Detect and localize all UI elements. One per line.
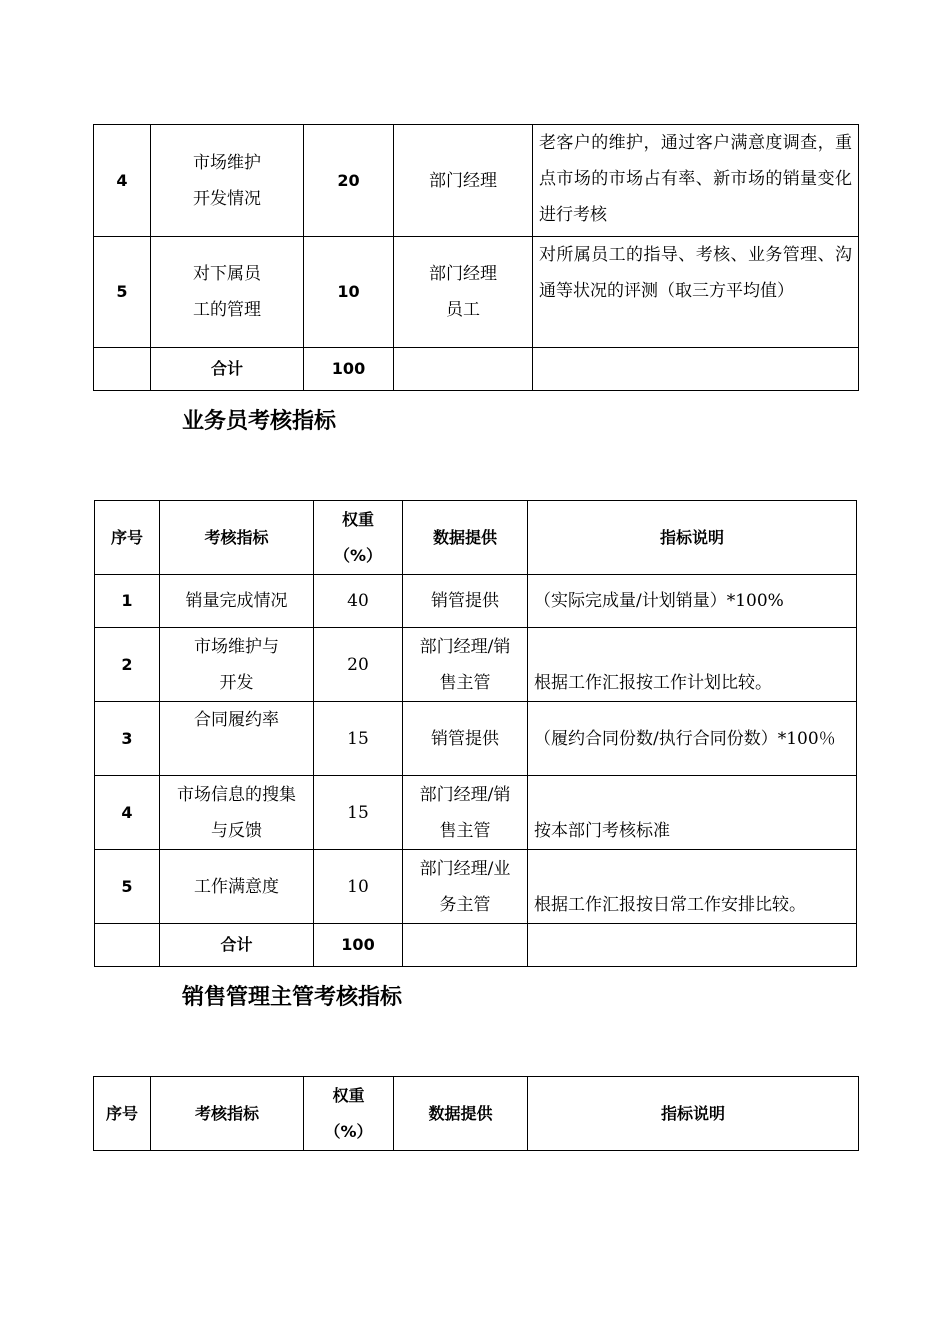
indicator-name: 市场信息的搜集 与反馈 [160, 776, 314, 850]
header-number: 序号 [94, 1077, 151, 1151]
weight-value: 15 [314, 702, 403, 776]
empty-cell [394, 348, 533, 391]
header-indicator: 考核指标 [151, 1077, 304, 1151]
weight-value: 10 [314, 850, 403, 924]
table-manager-indicators [93, 124, 859, 391]
indicator-name: 合同履约率 [160, 702, 314, 776]
table-row [95, 628, 857, 702]
weight-value: 10 [304, 237, 394, 348]
section-heading-salesperson: 业务员考核指标 [182, 409, 337, 434]
total-label: 合计 [151, 348, 304, 391]
indicator-name: 工作满意度 [160, 850, 314, 924]
empty-cell [403, 924, 528, 967]
table-row [95, 575, 857, 628]
empty-cell [95, 924, 160, 967]
data-provider: 部门经理/销 售主管 [403, 776, 528, 850]
header-provider: 数据提供 [394, 1077, 528, 1151]
row-number: 5 [95, 850, 160, 924]
row-number: 4 [94, 125, 151, 237]
header-number: 序号 [95, 501, 160, 575]
indicator-description: 对所属员工的指导、考核、业务管理、沟通等状况的评测（取三方平均值） [533, 237, 859, 348]
indicator-description: 按本部门考核标准 [528, 776, 857, 850]
header-provider: 数据提供 [403, 501, 528, 575]
data-provider: 销管提供 [403, 575, 528, 628]
table-sales-supervisor-indicators [93, 1076, 859, 1151]
data-provider: 部门经理 [394, 125, 533, 237]
header-indicator: 考核指标 [160, 501, 314, 575]
table-row [94, 125, 859, 237]
weight-value: 20 [304, 125, 394, 237]
indicator-description: 根据工作汇报按工作计划比较。 [528, 628, 857, 702]
section-heading-sales-supervisor: 销售管理主管考核指标 [182, 985, 403, 1010]
empty-cell [528, 924, 857, 967]
table-salesperson-indicators [94, 500, 857, 967]
weight-value: 15 [314, 776, 403, 850]
table-header-row [94, 1077, 859, 1151]
indicator-name: 销量完成情况 [160, 575, 314, 628]
header-weight: 权重 （%） [314, 501, 403, 575]
total-weight: 100 [314, 924, 403, 967]
indicator-description: （履约合同份数/执行合同份数）*100％ [528, 702, 857, 776]
indicator-description: 根据工作汇报按日常工作安排比较。 [528, 850, 857, 924]
indicator-name: 市场维护 开发情况 [151, 125, 304, 237]
data-provider: 部门经理/销 售主管 [403, 628, 528, 702]
indicator-name: 市场维护与 开发 [160, 628, 314, 702]
weight-value: 40 [314, 575, 403, 628]
data-provider: 销管提供 [403, 702, 528, 776]
row-number: 2 [95, 628, 160, 702]
indicator-description: （实际完成量/计划销量）*100% [528, 575, 857, 628]
total-label: 合计 [160, 924, 314, 967]
row-number: 4 [95, 776, 160, 850]
data-provider: 部门经理/业 务主管 [403, 850, 528, 924]
indicator-description: 老客户的维护，通过客户满意度调查，重点市场的市场占有率、新市场的销量变化进行考核 [533, 125, 859, 237]
table-row [95, 702, 857, 776]
data-provider: 部门经理 员工 [394, 237, 533, 348]
empty-cell [533, 348, 859, 391]
table-row [95, 850, 857, 924]
indicator-name: 对下属员 工的管理 [151, 237, 304, 348]
table-row [95, 776, 857, 850]
header-weight: 权重 （%） [304, 1077, 394, 1151]
table-total-row [95, 924, 857, 967]
weight-value: 20 [314, 628, 403, 702]
table-row [94, 237, 859, 348]
header-description: 指标说明 [528, 1077, 859, 1151]
row-number: 3 [95, 702, 160, 776]
empty-cell [94, 348, 151, 391]
row-number: 5 [94, 237, 151, 348]
total-weight: 100 [304, 348, 394, 391]
row-number: 1 [95, 575, 160, 628]
table-total-row [94, 348, 859, 391]
header-description: 指标说明 [528, 501, 857, 575]
table-header-row [95, 501, 857, 575]
